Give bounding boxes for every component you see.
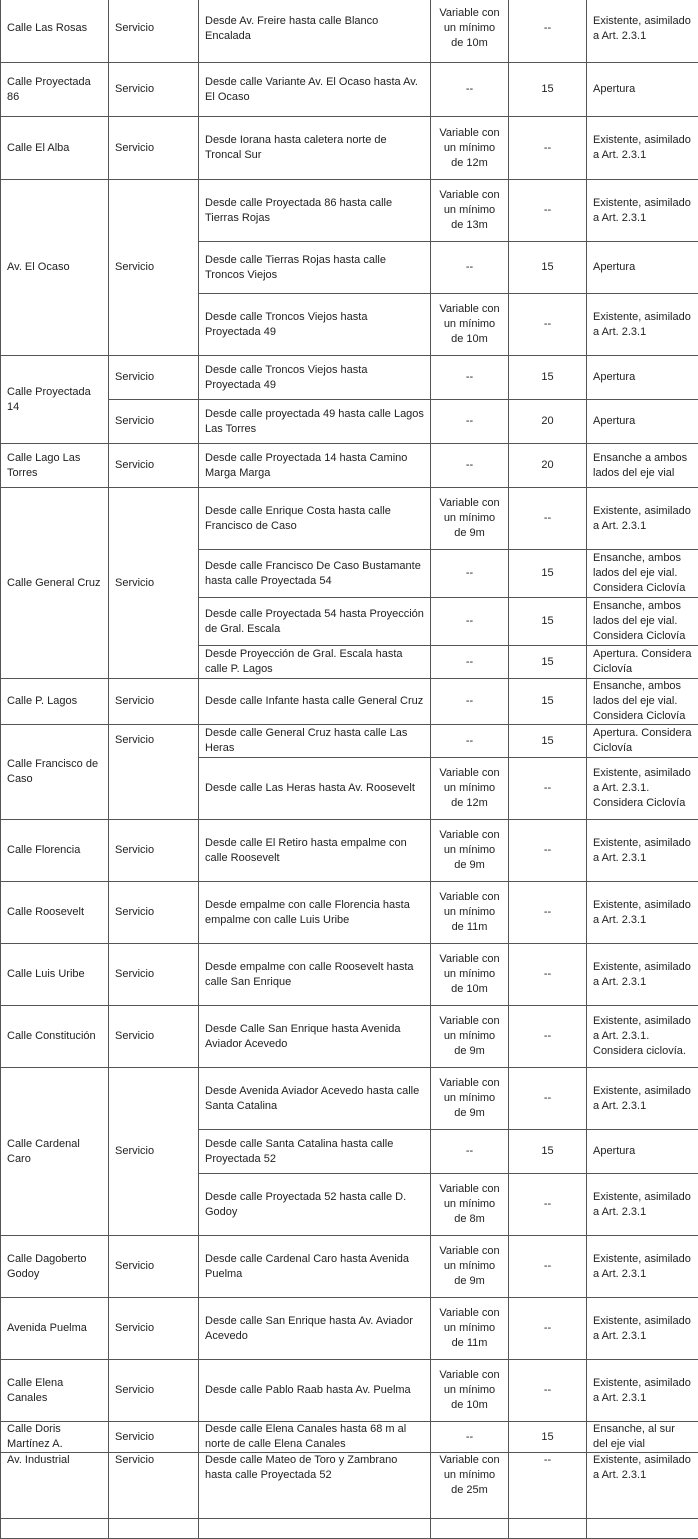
category-cell: Servicio bbox=[109, 1422, 199, 1453]
observation-cell: Apertura. Considera Ciclovía bbox=[587, 646, 698, 679]
observation-cell: Apertura bbox=[587, 242, 698, 294]
existing-width-cell: Variable con un mínimo de 12m bbox=[431, 758, 509, 820]
section-cell: Desde calle Las Heras hasta Av. Roosevelt bbox=[199, 758, 431, 820]
observation-cell: Ensanche, ambos lados del eje vial. Considera Ciclovía bbox=[587, 550, 698, 598]
category-cell: Servicio bbox=[109, 944, 199, 1006]
observation-cell: Existente, asimilado a Art. 2.3.1 bbox=[587, 1174, 698, 1236]
table-row bbox=[1, 1236, 698, 1298]
existing-width-cell: Variable con un mínimo de 25m bbox=[431, 1453, 509, 1519]
section-cell: Desde calle Variante Av. El Ocaso hasta Av. El Ocaso bbox=[199, 63, 431, 117]
section-cell: Desde calle Proyectada 14 hasta Camino Marga Marga bbox=[199, 444, 431, 488]
observation-cell: Apertura bbox=[587, 400, 698, 444]
section-cell: Desde calle Enrique Costa hasta calle Francisco de Caso bbox=[199, 488, 431, 550]
category-cell: Servicio bbox=[109, 1453, 199, 1519]
existing-width-cell: Variable con un mínimo de 12m bbox=[431, 117, 509, 180]
section-cell: Desde Iorana hasta caletera norte de Troncal Sur bbox=[199, 117, 431, 180]
projected-width-cell: 20 bbox=[509, 444, 587, 488]
existing-width-cell: -- bbox=[431, 646, 509, 679]
projected-width-cell: 15 bbox=[509, 725, 587, 758]
existing-width-cell: -- bbox=[431, 550, 509, 598]
section-cell: Desde calle Pablo Raab hasta Av. Puelma bbox=[199, 1360, 431, 1422]
table-row bbox=[1, 1360, 698, 1422]
via-name-cell: Calle Roosevelt bbox=[1, 882, 109, 944]
existing-width-cell: Variable con un mínimo de 9m bbox=[431, 1236, 509, 1298]
category-cell: Servicio bbox=[109, 488, 199, 679]
existing-width-cell: -- bbox=[431, 1130, 509, 1174]
via-name-cell: Calle Florencia bbox=[1, 820, 109, 882]
observation-cell: Apertura. Considera Ciclovía bbox=[587, 725, 698, 758]
section-cell: Desde Av. Freire hasta calle Blanco Encalada bbox=[199, 0, 431, 63]
section-cell: Desde calle Proyectada 52 hasta calle D. Godoy bbox=[199, 1174, 431, 1236]
table-row bbox=[1, 444, 698, 488]
via-name-cell: Calle Elena Canales bbox=[1, 1360, 109, 1422]
table-row bbox=[1, 0, 698, 63]
observation-cell: Existente, asimilado a Art. 2.3.1 bbox=[587, 117, 698, 180]
section-cell: Desde Avenida Aviador Acevedo hasta calle Santa Catalina bbox=[199, 1068, 431, 1130]
observation-cell: Existente, asimilado a Art. 2.3.1 bbox=[587, 180, 698, 242]
projected-width-cell: -- bbox=[509, 180, 587, 242]
projected-width-cell: -- bbox=[509, 1068, 587, 1130]
category-cell: Servicio bbox=[109, 1360, 199, 1422]
via-name-cell: Calle Dagoberto Godoy bbox=[1, 1236, 109, 1298]
projected-width-cell: -- bbox=[509, 882, 587, 944]
via-name-cell: Calle El Alba bbox=[1, 117, 109, 180]
table-row bbox=[1, 820, 698, 882]
projected-width-cell: -- bbox=[509, 1298, 587, 1360]
observation-cell: Existente, asimilado a Art. 2.3.1 bbox=[587, 1236, 698, 1298]
existing-width-cell: Variable con un mínimo de 9m bbox=[431, 1068, 509, 1130]
existing-width-cell: -- bbox=[431, 1422, 509, 1453]
table-row bbox=[1, 1519, 698, 1539]
section-cell: Desde calle Proyectada 86 hasta calle Tierras Rojas bbox=[199, 180, 431, 242]
projected-width-cell: 15 bbox=[509, 679, 587, 725]
table-row bbox=[1, 882, 698, 944]
observation-cell: Existente, asimilado a Art. 2.3.1 bbox=[587, 488, 698, 550]
observation-cell: Existente, asimilado a Art. 2.3.1 bbox=[587, 294, 698, 356]
category-cell: Servicio bbox=[109, 444, 199, 488]
existing-width-cell: Variable con un mínimo de 10m bbox=[431, 294, 509, 356]
via-name-cell: Calle Luis Uribe bbox=[1, 944, 109, 1006]
existing-width-cell: Variable con un mínimo de 13m bbox=[431, 180, 509, 242]
table-row bbox=[1, 1422, 698, 1453]
section-cell: Desde empalme con calle Florencia hasta empalme con calle Luis Uribe bbox=[199, 882, 431, 944]
via-name-cell: Calle Cardenal Caro bbox=[1, 1068, 109, 1236]
projected-width-cell: -- bbox=[509, 1174, 587, 1236]
existing-width-cell: Variable con un mínimo de 9m bbox=[431, 488, 509, 550]
via-name-cell: Av. Industrial bbox=[1, 1453, 109, 1519]
section-cell: Desde Proyección de Gral. Escala hasta calle P. Lagos bbox=[199, 646, 431, 679]
category-cell: Servicio bbox=[109, 180, 199, 356]
projected-width-cell: -- bbox=[509, 117, 587, 180]
section-cell: Desde calle Proyectada 54 hasta Proyección de Gral. Escala bbox=[199, 598, 431, 646]
existing-width-cell: Variable con un mínimo de 11m bbox=[431, 1298, 509, 1360]
via-name-cell: Calle Francisco de Caso bbox=[1, 725, 109, 820]
projected-width-cell: 15 bbox=[509, 63, 587, 117]
observation-cell: Existente, asimilado a Art. 2.3.1 bbox=[587, 1453, 698, 1519]
existing-width-cell: -- bbox=[431, 400, 509, 444]
projected-width-cell: 15 bbox=[509, 598, 587, 646]
table-row bbox=[1, 1068, 698, 1130]
existing-width-cell: Variable con un mínimo de 8m bbox=[431, 1174, 509, 1236]
category-cell: Servicio bbox=[109, 1068, 199, 1236]
table-row bbox=[1, 63, 698, 117]
observation-cell: Existente, asimilado a Art. 2.3.1 bbox=[587, 820, 698, 882]
table-row bbox=[1, 488, 698, 550]
existing-width-cell: -- bbox=[431, 242, 509, 294]
section-cell: Desde calle Francisco De Caso Bustamante hasta calle Proyectada 54 bbox=[199, 550, 431, 598]
projected-width-cell: 15 bbox=[509, 356, 587, 400]
via-name-cell: Calle Lago Las Torres bbox=[1, 444, 109, 488]
existing-width-cell: -- bbox=[431, 356, 509, 400]
existing-width-cell: -- bbox=[431, 444, 509, 488]
projected-width-cell: -- bbox=[509, 820, 587, 882]
category-cell: Servicio bbox=[109, 725, 199, 820]
observation-cell: Existente, asimilado a Art. 2.3.1 bbox=[587, 1068, 698, 1130]
section-cell: Desde calle proyectada 49 hasta calle Lagos Las Torres bbox=[199, 400, 431, 444]
table-row bbox=[1, 1006, 698, 1068]
table-row bbox=[1, 180, 698, 242]
projected-width-cell: -- bbox=[509, 1360, 587, 1422]
projected-width-cell: 15 bbox=[509, 646, 587, 679]
projected-width-cell: 20 bbox=[509, 400, 587, 444]
observation-cell: Existente, asimilado a Art. 2.3.1 bbox=[587, 0, 698, 63]
via-name-cell: Calle Constitución bbox=[1, 1006, 109, 1068]
projected-width-cell: -- bbox=[509, 1236, 587, 1298]
category-cell: Servicio bbox=[109, 400, 199, 444]
existing-width-cell: -- bbox=[431, 679, 509, 725]
observation-cell: Existente, asimilado a Art. 2.3.1 bbox=[587, 944, 698, 1006]
observation-cell: Apertura bbox=[587, 1130, 698, 1174]
section-cell: Desde calle San Enrique hasta Av. Aviador Acevedo bbox=[199, 1298, 431, 1360]
table-row bbox=[1, 356, 698, 400]
projected-width-cell: 15 bbox=[509, 242, 587, 294]
existing-width-cell: -- bbox=[431, 598, 509, 646]
category-cell: Servicio bbox=[109, 0, 199, 63]
observation-cell: Existente, asimilado a Art. 2.3.1 bbox=[587, 882, 698, 944]
existing-width-cell: Variable con un mínimo de 9m bbox=[431, 820, 509, 882]
observation-cell: Apertura bbox=[587, 356, 698, 400]
observation-cell: Existente, asimilado a Art. 2.3.1. Considera Ciclovía bbox=[587, 758, 698, 820]
existing-width-cell: Variable con un mínimo de 10m bbox=[431, 944, 509, 1006]
category-cell: Servicio bbox=[109, 882, 199, 944]
via-name-cell: Calle Las Rosas bbox=[1, 0, 109, 63]
projected-width-cell: 15 bbox=[509, 1130, 587, 1174]
section-cell: Desde calle General Cruz hasta calle Las Heras bbox=[199, 725, 431, 758]
projected-width-cell: -- bbox=[509, 944, 587, 1006]
via-name-cell: Calle Doris Martínez A. bbox=[1, 1422, 109, 1453]
section-cell: Desde calle Troncos Viejos hasta Proyectada 49 bbox=[199, 294, 431, 356]
table-row bbox=[1, 679, 698, 725]
observation-cell: Ensanche, ambos lados del eje vial. Considera Ciclovía bbox=[587, 598, 698, 646]
table-row bbox=[1, 725, 698, 758]
section-cell: Desde calle Mateo de Toro y Zambrano hasta calle Proyectada 52 bbox=[199, 1453, 431, 1519]
via-name-cell: Calle P. Lagos bbox=[1, 679, 109, 725]
table-row bbox=[1, 1298, 698, 1360]
observation-cell: Ensanche, ambos lados del eje vial. Considera Ciclovía bbox=[587, 679, 698, 725]
projected-width-cell: 15 bbox=[509, 1422, 587, 1453]
projected-width-cell: -- bbox=[509, 758, 587, 820]
existing-width-cell: Variable con un mínimo de 11m bbox=[431, 882, 509, 944]
observation-cell: Existente, asimilado a Art. 2.3.1. Considera ciclovía. bbox=[587, 1006, 698, 1068]
section-cell: Desde calle El Retiro hasta empalme con calle Roosevelt bbox=[199, 820, 431, 882]
category-cell: Servicio bbox=[109, 1006, 199, 1068]
projected-width-cell: 15 bbox=[509, 550, 587, 598]
existing-width-cell: Variable con un mínimo de 9m bbox=[431, 1006, 509, 1068]
projected-width-cell: -- bbox=[509, 294, 587, 356]
category-cell: Servicio bbox=[109, 117, 199, 180]
category-cell: Servicio bbox=[109, 63, 199, 117]
table-row bbox=[1, 944, 698, 1006]
existing-width-cell: -- bbox=[431, 63, 509, 117]
projected-width-cell: -- bbox=[509, 1453, 587, 1519]
section-cell: Desde calle Elena Canales hasta 68 m al norte de calle Elena Canales bbox=[199, 1422, 431, 1453]
table-row bbox=[1, 117, 698, 180]
category-cell: Servicio bbox=[109, 356, 199, 400]
via-name-cell: Av. El Ocaso bbox=[1, 180, 109, 356]
observation-cell: Ensanche, al sur del eje vial bbox=[587, 1422, 698, 1453]
existing-width-cell: Variable con un mínimo de 10m bbox=[431, 0, 509, 63]
section-cell: Desde calle Santa Catalina hasta calle Proyectada 52 bbox=[199, 1130, 431, 1174]
projected-width-cell: -- bbox=[509, 488, 587, 550]
category-cell: Servicio bbox=[109, 820, 199, 882]
section-cell: Desde calle Troncos Viejos hasta Proyectada 49 bbox=[199, 356, 431, 400]
table-row bbox=[1, 1453, 698, 1519]
observation-cell: Ensanche a ambos lados del eje vial bbox=[587, 444, 698, 488]
projected-width-cell: -- bbox=[509, 1006, 587, 1068]
via-name-cell: Calle Proyectada 86 bbox=[1, 63, 109, 117]
category-cell: Servicio bbox=[109, 679, 199, 725]
category-cell: Servicio bbox=[109, 1236, 199, 1298]
observation-cell: Existente, asimilado a Art. 2.3.1 bbox=[587, 1298, 698, 1360]
section-cell: Desde calle Cardenal Caro hasta Avenida Puelma bbox=[199, 1236, 431, 1298]
observation-cell: Apertura bbox=[587, 63, 698, 117]
via-name-cell: Calle General Cruz bbox=[1, 488, 109, 679]
observation-cell: Existente, asimilado a Art. 2.3.1 bbox=[587, 1360, 698, 1422]
existing-width-cell: Variable con un mínimo de 10m bbox=[431, 1360, 509, 1422]
section-cell: Desde empalme con calle Roosevelt hasta calle San Enrique bbox=[199, 944, 431, 1006]
projected-width-cell: -- bbox=[509, 0, 587, 63]
existing-width-cell: -- bbox=[431, 725, 509, 758]
section-cell: Desde Calle San Enrique hasta Avenida Aviador Acevedo bbox=[199, 1006, 431, 1068]
via-name-cell: Calle Proyectada 14 bbox=[1, 356, 109, 444]
category-cell: Servicio bbox=[109, 1298, 199, 1360]
section-cell: Desde calle Tierras Rojas hasta calle Troncos Viejos bbox=[199, 242, 431, 294]
via-name-cell: Avenida Puelma bbox=[1, 1298, 109, 1360]
section-cell: Desde calle Infante hasta calle General Cruz bbox=[199, 679, 431, 725]
